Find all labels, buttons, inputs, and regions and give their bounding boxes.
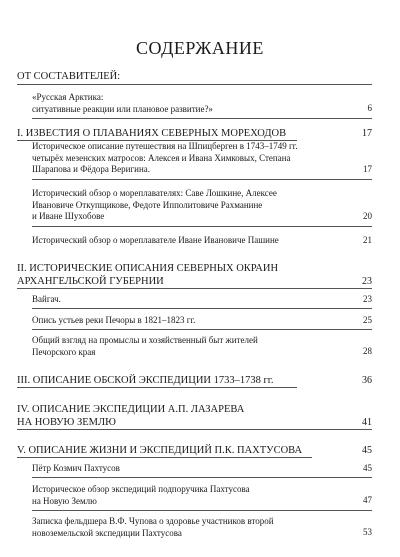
entry-line: Вайгач. xyxy=(32,294,61,304)
entry-rule xyxy=(32,329,372,330)
entry-page-number: 17 xyxy=(363,164,372,174)
heading-rule xyxy=(17,84,372,85)
entry-page-number: 21 xyxy=(363,235,372,245)
toc-entry[interactable] xyxy=(32,335,372,358)
section-page-number: 36 xyxy=(362,375,372,386)
entry-page-number: 25 xyxy=(363,315,372,325)
section-heading[interactable] xyxy=(17,374,372,387)
entry-page-number: 28 xyxy=(363,346,372,356)
heading-rule xyxy=(17,387,297,388)
section-page-number: 17 xyxy=(362,128,372,139)
page-title: СОДЕРЖАНИЕ xyxy=(136,38,264,58)
section-heading[interactable] xyxy=(17,444,372,457)
entry-rule xyxy=(32,226,372,227)
entry-line: Общий взгляд на промыслы и хозяйственный быт жителей xyxy=(32,335,258,345)
heading-rule xyxy=(17,288,372,289)
section-heading-line: IV. ОПИСАНИЕ ЭКСПЕДИЦИИ А.П. ЛАЗАРЕВА xyxy=(17,404,245,415)
heading-rule xyxy=(17,457,312,458)
toc-entry[interactable] xyxy=(32,141,372,176)
toc-entry[interactable] xyxy=(32,516,372,539)
entry-page-number: 45 xyxy=(363,463,372,473)
section-page-number: 45 xyxy=(362,445,372,456)
entry-page-number: 53 xyxy=(363,527,372,537)
entry-rule xyxy=(32,179,372,180)
entry-line: Записка фельдшера В.Ф. Чупова о здоровье участников второй xyxy=(32,516,274,526)
entry-line: Пётр Козмич Пахтусов xyxy=(32,463,120,473)
toc-entry[interactable] xyxy=(32,188,372,223)
entry-line: на Новую Землю xyxy=(32,495,97,506)
entry-line: Исторический обзор о мореплавателях: Саве Лошкине, Алексее xyxy=(32,188,277,198)
entry-line: «Русская Арктика: xyxy=(32,92,104,102)
section-heading-label: III. ОПИСАНИЕ ОБСКОЙ ЭКСПЕДИЦИИ 1733–1738 гг. xyxy=(17,375,274,386)
section-heading[interactable] xyxy=(17,403,372,429)
section-heading-line: II. ИСТОРИЧЕСКИЕ ОПИСАНИЯ СЕВЕРНЫХ ОКРАИН xyxy=(17,263,279,274)
entry-line: Историческое описание путешествия на Шпицберген в 1743–1749 гг. xyxy=(32,141,298,151)
section-heading[interactable] xyxy=(17,127,372,140)
entry-rule xyxy=(32,308,372,309)
toc-entry[interactable] xyxy=(32,235,372,247)
toc-entry[interactable] xyxy=(32,315,372,327)
entry-line: Ивановиче Откупщикове, Федоте Ипполитовиче Рахманине xyxy=(32,199,263,210)
entry-line: Историческое обзор экспедиций подпоручика Пахтусова xyxy=(32,484,250,494)
entry-page-number: 6 xyxy=(367,103,372,113)
section-heading-line: АРХАНГЕЛЬСКОЙ ГУБЕРНИИ xyxy=(17,276,164,287)
toc-entry[interactable] xyxy=(32,294,372,306)
entry-page-number: 47 xyxy=(363,495,372,505)
section-page-number: 41 xyxy=(362,417,372,428)
section-heading-label: ОТ СОСТАВИТЕЛЕЙ: xyxy=(17,71,121,82)
section-page-number: 23 xyxy=(362,276,372,287)
entry-rule xyxy=(32,118,372,119)
toc-entry[interactable] xyxy=(32,92,372,115)
toc-entry[interactable] xyxy=(32,484,372,507)
section-heading-label: V. ОПИСАНИЕ ЖИЗНИ И ЭКСПЕДИЦИЙ П.К. ПАХТУСОВА xyxy=(17,445,303,456)
entry-line: четырёх мезенских матросов: Алексея и Ивана Химковых, Степана xyxy=(32,152,291,163)
entry-line: ситуативные реакции или плановое развитие?» xyxy=(32,103,213,114)
entry-line: Печорского края xyxy=(32,346,96,357)
toc-entry[interactable] xyxy=(32,463,372,475)
entry-line: новоземельской экспедиции Пахтусова xyxy=(32,527,182,538)
heading-rule xyxy=(17,429,372,430)
entry-line: Исторический обзор о мореплавателе Иване Ивановиче Пашине xyxy=(32,235,279,245)
entry-rule xyxy=(32,477,372,478)
section-heading-label: I. ИЗВЕСТИЯ О ПЛАВАНИЯХ СЕВЕРНЫХ МОРЕХОДОВ xyxy=(17,128,287,139)
entry-line: и Иване Шухобове xyxy=(32,211,105,221)
entry-line: Опись устьев реки Печоры в 1821–1823 гг. xyxy=(32,315,196,325)
entry-rule xyxy=(32,510,372,511)
section-heading-line: НА НОВУЮ ЗЕМЛЮ xyxy=(17,417,116,428)
entry-page-number: 20 xyxy=(363,211,372,221)
entry-page-number: 23 xyxy=(363,294,372,304)
entry-line: Шарапова и Фёдора Веригина. xyxy=(32,164,151,174)
section-heading[interactable] xyxy=(17,262,372,288)
section-heading xyxy=(17,70,372,83)
